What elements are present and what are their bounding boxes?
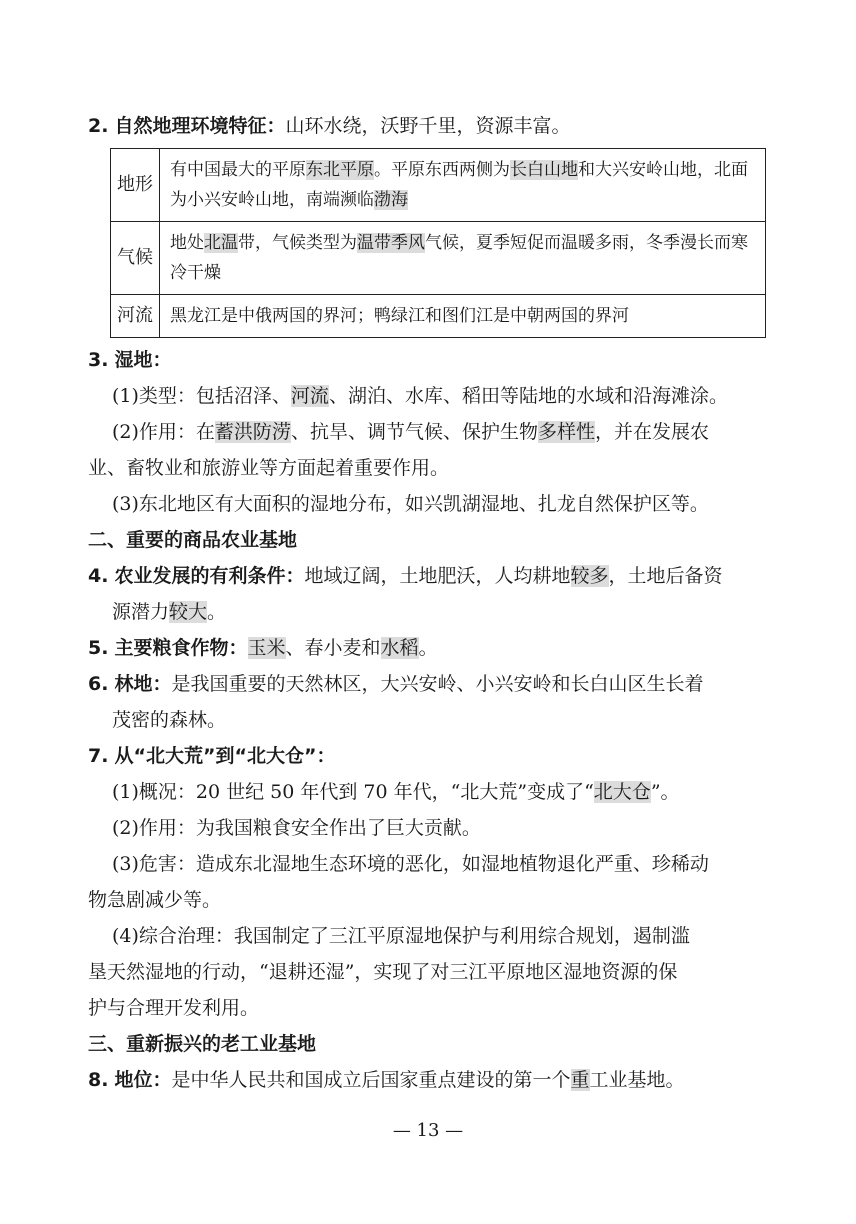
item-title: 农业发展的有利条件： — [114, 565, 305, 587]
highlight: 重 — [570, 1069, 590, 1091]
geography-table — [110, 148, 766, 338]
item-4-cont: 源潜力较大。 — [112, 601, 227, 623]
item-7-sub-2: (2)作用：为我国粮食安全作出了巨大贡献。 — [112, 817, 481, 839]
highlight: 较多 — [570, 565, 609, 587]
item-7-sub-4-cont: 垦天然湿地的行动，“退耕还湿”，实现了对三江平原地区湿地资源的保 — [88, 961, 678, 983]
item-7-heading: 7. 从“北大荒”到“北大仓”： — [88, 745, 336, 767]
item-title: 从“北大荒”到“北大仓”： — [114, 745, 336, 767]
table-row-header: 河流 — [111, 295, 160, 338]
table-cell: 黑龙江是中俄两国的界河；鸭绿江和图们江是中朝两国的界河 — [160, 295, 766, 338]
highlight: 北大仓 — [593, 781, 651, 803]
table-row — [111, 295, 766, 338]
highlight: 河流 — [290, 385, 329, 407]
item-title: 地位： — [114, 1069, 172, 1091]
item-7-sub-3-cont: 物急剧减少等。 — [88, 889, 222, 911]
page-number: — 13 — — [392, 1120, 464, 1141]
item-3-sub-2-cont: 业、畜牧业和旅游业等方面起着重要作用。 — [88, 457, 450, 479]
page-content — [88, 108, 768, 1098]
item-2-heading — [88, 108, 768, 144]
highlight: 长白山地 — [510, 160, 578, 180]
section-heading-3: 三、重新振兴的老工业基地 — [88, 1033, 317, 1055]
item-5: 5. 主要粮食作物：玉米、春小麦和水稻。 — [88, 637, 438, 659]
table-cell: 有中国最大的平原东北平原。平原东西两侧为长白山地和大兴安岭山地，北面为小兴安岭山地，南端濒临渤海 — [160, 149, 766, 222]
highlight: 水稻 — [380, 637, 419, 659]
item-3-heading: 3. 湿地： — [88, 349, 172, 371]
item-7-sub-3: (3)危害：造成东北湿地生态环境的恶化，如湿地植物退化严重、珍稀动 — [112, 853, 709, 875]
item-3-sub-1: (1)类型：包括沼泽、河流、湖泊、水库、稻田等陆地的水域和沿海滩涂。 — [112, 385, 728, 407]
item-7-sub-4-cont: 护与合理开发利用。 — [88, 997, 260, 1019]
item-3-sub-2: (2)作用：在蓄洪防涝、抗旱、调节气候、保护生物多样性，并在发展农 — [112, 421, 709, 443]
item-7-sub-4: (4)综合治理：我国制定了三江平原湿地保护与利用综合规划，遏制滥 — [112, 925, 690, 947]
item-6-cont: 茂密的森林。 — [112, 709, 227, 731]
item-title: 自然地理环境特征： — [114, 115, 286, 137]
item-6: 6. 林地：是我国重要的天然林区，大兴安岭、小兴安岭和长白山区生长着 — [88, 673, 704, 695]
table-row-header: 地形 — [111, 149, 160, 222]
highlight: 北温 — [204, 233, 238, 253]
item-number: 2. — [88, 115, 109, 137]
item-4: 4. 农业发展的有利条件：地域辽阔，土地肥沃，人均耕地较多，土地后备资 — [88, 565, 723, 587]
table-cell: 地处北温带，气候类型为温带季风气候，夏季短促而温暖多雨，冬季漫长而寒冷干燥 — [160, 222, 766, 295]
item-3-sub-3: (3)东北地区有大面积的湿地分布，如兴凯湖湿地、扎龙自然保护区等。 — [112, 493, 709, 515]
item-8: 8. 地位：是中华人民共和国成立后国家重点建设的第一个重工业基地。 — [88, 1069, 685, 1091]
highlight: 东北平原 — [306, 160, 374, 180]
item-title: 主要粮食作物： — [114, 637, 248, 659]
highlight: 多样性 — [537, 421, 595, 443]
table-row — [111, 222, 766, 295]
item-text: 山环水绕，沃野千里，资源丰富。 — [285, 115, 571, 137]
section-heading-2: 二、重要的商品农业基地 — [88, 529, 298, 551]
highlight: 玉米 — [247, 637, 286, 659]
item-7-sub-1: (1)概况：20 世纪 50 年代到 70 年代，“北大荒”变成了“北大仓”。 — [112, 781, 680, 803]
highlight: 温带季风 — [357, 233, 425, 253]
highlight: 渤海 — [374, 190, 408, 210]
item-title: 湿地： — [114, 349, 172, 371]
table-row-header: 气候 — [111, 222, 160, 295]
table-row — [111, 149, 766, 222]
item-title: 林地： — [114, 673, 172, 695]
highlight: 较大 — [169, 601, 208, 623]
highlight: 蓄洪防涝 — [214, 421, 291, 443]
